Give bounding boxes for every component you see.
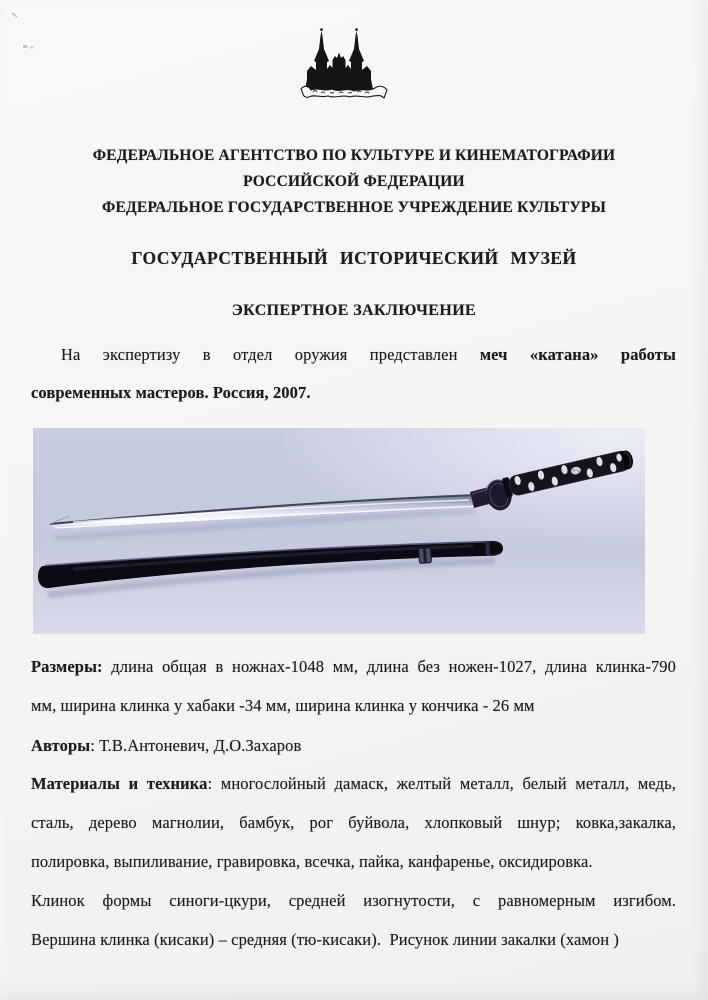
materials-paragraph xyxy=(31,764,676,881)
museum-title: ГОСУДАРСТВЕННЫЙ ИСТОРИЧЕСКИЙ МУЗЕЙ xyxy=(131,248,577,268)
museum-emblem-icon xyxy=(299,24,389,102)
intro-line-2: современных мастеров. Россия, 2007. xyxy=(31,383,311,402)
blade-line-2: Вершина клинка (кисаки) – средняя (тю-кисаки). Рисунок линии закалки (хамон ) xyxy=(31,930,620,949)
kurigata-knob xyxy=(418,548,431,564)
sizes-line-1: Размеры: длина общая в ножнах-1048 мм, длина без ножен-1027, длина клинка-790 xyxy=(31,657,676,676)
letterhead-line-1: ФЕДЕРАЛЬНОЕ АГЕНТСТВО ПО КУЛЬТУРЕ И КИНЕМАТОГРАФИИ xyxy=(92,147,616,164)
blade-line-1: Клинок формы синоги-цкури, средней изогнутости, с равномерным изгибом. xyxy=(31,891,676,910)
materials-line-2: сталь, дерево магнолии, бамбук, рог буйвола, хлопковый шнур; ковка,закалка, xyxy=(31,813,676,832)
authors-line: Авторы: Т.В.Антоневич, Д.О.Захаров xyxy=(31,736,302,755)
sizes-paragraph xyxy=(31,647,676,725)
letterhead-line-2: РОССИЙСКОЙ ФЕДЕРАЦИИ xyxy=(243,173,465,190)
materials-line-1: Материалы и техника: многослойный дамаск, желтый металл, белый металл, медь, xyxy=(31,774,676,793)
intro-line-1: На экспертизу в отдел оружия представлен меч «катана» работы xyxy=(61,345,676,364)
letterhead xyxy=(0,143,708,221)
intro-paragraph xyxy=(31,336,676,412)
scan-specks xyxy=(6,8,52,60)
materials-line-3: полировка, выпиливание, гравировка, всечка, пайка, канфаренье, оксидировка. xyxy=(31,852,593,871)
letterhead-line-3: ФЕДЕРАЛЬНОЕ ГОСУДАРСТВЕННОЕ УЧРЕЖДЕНИЕ КУЛЬТУРЫ xyxy=(102,199,606,216)
sizes-line-2: мм, ширина клинка у хабаки -34 мм, ширина клинка у кончика - 26 мм xyxy=(31,696,535,715)
document-title: ЭКСПЕРТНОЕ ЗАКЛЮЧЕНИЕ xyxy=(231,302,477,319)
blade-description-paragraph xyxy=(31,881,676,959)
katana-photo xyxy=(33,428,645,634)
